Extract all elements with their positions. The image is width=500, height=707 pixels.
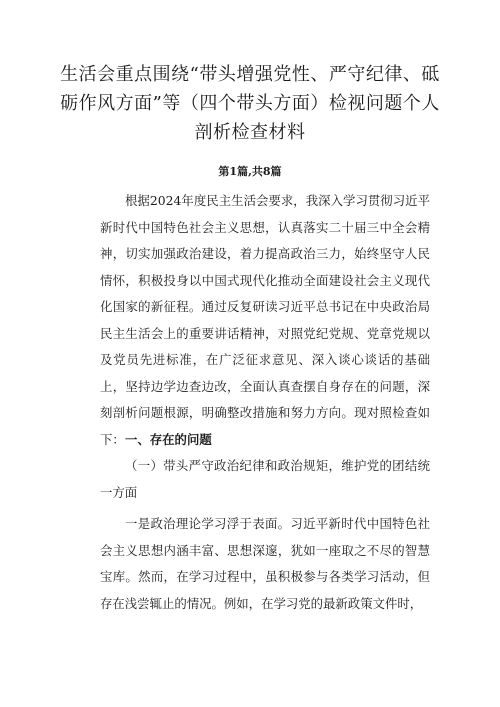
subsection-heading: （一）带头严守政治纪律和政治规矩，维护党的团结统一方面 — [100, 458, 430, 500]
intro-paragraph: 根据2024年度民主生活会要求，我深入学习贯彻习近平新时代中国特色社会主义思想，认真落实二十届三中全会精神，切实加强政治建设，着力提高政治三力，始终坚守人民情怀，积极投身以中国式现代化推动全面建设社会主义现代化国家的新征程。通过反复研读习近平总书记在中央政治局民主生活会上的重要讲话精神，对照党纪党规、党章党规以及党员先进标准，在广泛征求意见、深入谈心谈话的基础上，坚持边学边查边改，全面认真查摆自身存在的问题，深刻剖析问题根源，明确整改措施和努力方向。现对照检查如下： — [100, 193, 430, 447]
page-indicator: 第1篇,共8篇 — [218, 165, 282, 178]
section-heading: 一、存在的问题 — [125, 432, 212, 447]
document-title: 生活会重点围绕“带头增强党性、严守纪律、砥砺作风方面”等（四个带头方面）检视问题个人剖析检查材料 — [60, 64, 440, 143]
point-one-paragraph: 一是政治理论学习浮于表面。习近平新时代中国特色社会主义思想内涵丰富、思想深邃，犹如一座取之不尽的智慧宝库。然而，在学习过程中，虽积极参与各类学习活动，但存在浅尝辄止的情况。例如，在学习党的最新政策文件时， — [100, 516, 430, 611]
